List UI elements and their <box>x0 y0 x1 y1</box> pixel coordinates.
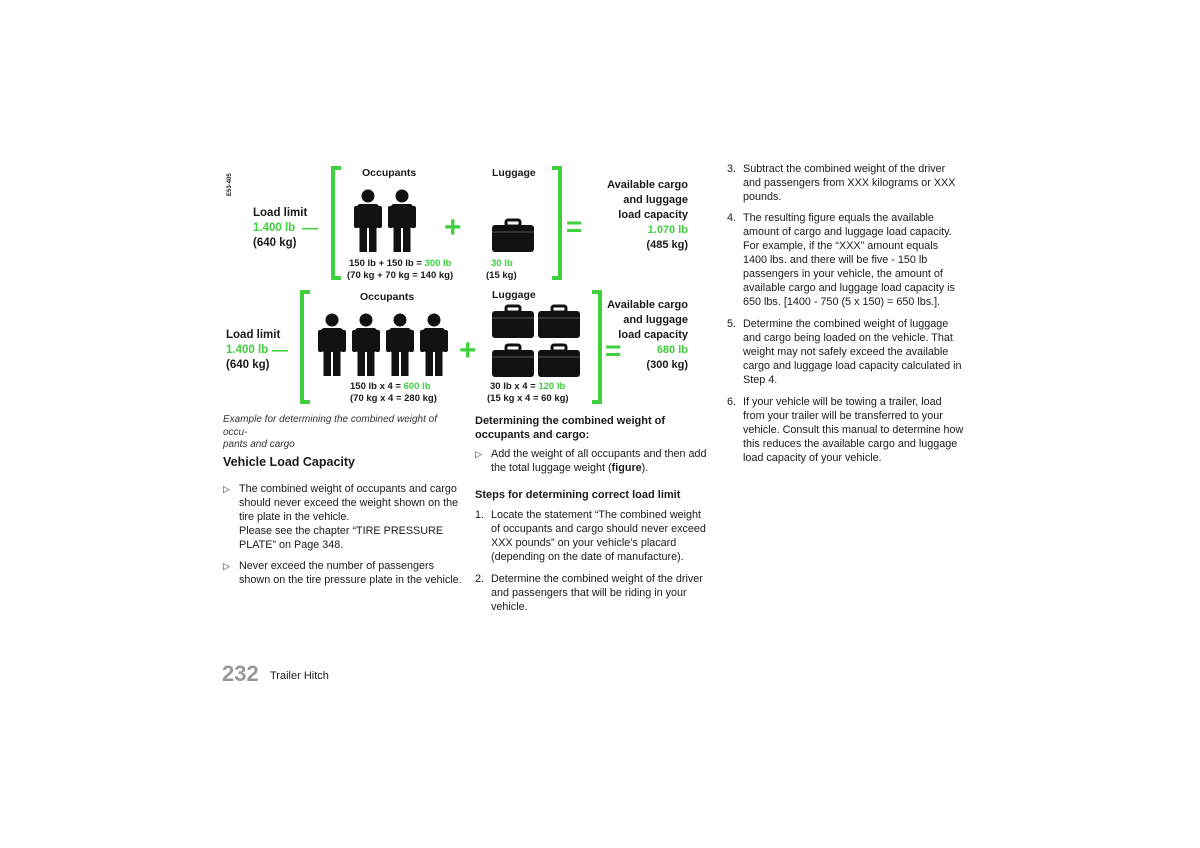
list-item <box>727 211 964 309</box>
bottom-load-limit-value: 1.400 lb <box>226 344 269 356</box>
top-lug-calc: 30 lb <box>491 258 513 269</box>
top-plus: + <box>444 211 462 244</box>
bottom-minus: — <box>272 342 288 359</box>
top-occupants-label: Occupants <box>362 167 417 179</box>
top-bracket-right <box>552 168 560 278</box>
bottom-occ-calc-kg: (70 kg x 4 = 280 kg) <box>350 393 437 404</box>
top-result-value: 1.070 lb <box>647 224 688 236</box>
person-icon <box>354 190 382 253</box>
bottom-lug-calc-kg: (15 kg x 4 = 60 kg) <box>487 393 569 404</box>
left-bullet-1-reference: Please see the chapter “TIRE PRESSURE PLATE” on Page 348. <box>239 525 444 551</box>
svg-text:30 lb x 4 = 120 lb <box>490 381 565 392</box>
bottom-occupants-label: Occupants <box>360 291 415 303</box>
list-item <box>223 482 463 552</box>
svg-text:150 lb + 150 lb = 300 lb <box>349 258 452 269</box>
step-number: 2. <box>475 573 485 585</box>
figure-code: E53-405 <box>227 173 233 196</box>
svg-text:150 lb x 4 = 600 lb <box>350 381 431 392</box>
top-minus: — <box>302 220 318 237</box>
step-number: 5. <box>727 318 737 330</box>
load-capacity-figure <box>222 160 692 410</box>
triangle-bullet-icon: ▷ <box>223 484 230 494</box>
left-bullet-2-text: Never exceed the number of passengers shown on the tire pressure plate in the vehicle. <box>239 560 462 586</box>
step-number: 6. <box>727 396 737 408</box>
top-equals: = <box>566 211 583 242</box>
top-bracket-left <box>333 168 341 278</box>
person-icon <box>318 314 346 377</box>
list-item <box>475 508 712 564</box>
bottom-result-l3: load capacity <box>618 329 688 341</box>
top-occ-calc-b: 300 lb <box>424 258 452 269</box>
combined-weight-heading: Determining the combined weight of occupants and cargo: <box>475 415 666 441</box>
person-icon <box>352 314 380 377</box>
top-occ-calc-a: 150 lb + 150 lb = <box>349 258 425 269</box>
step-2-text: Determine the combined weight of the driver and passengers that will be riding in your vehicle. <box>491 573 703 613</box>
top-lug-calc-kg: (15 kg) <box>486 270 517 281</box>
figure-reference: figure <box>611 462 642 474</box>
person-icon <box>386 314 414 377</box>
step-number: 4. <box>727 212 737 224</box>
steps-heading: Steps for determining correct load limit <box>475 489 681 501</box>
bottom-bracket-left <box>302 292 310 402</box>
top-occ-calc-kg: (70 kg + 70 kg = 140 kg) <box>347 270 454 281</box>
bottom-bracket-right <box>592 292 600 402</box>
list-item <box>475 447 710 475</box>
triangle-bullet-icon: ▷ <box>475 449 482 459</box>
suitcase-icon <box>492 306 534 338</box>
person-icon <box>420 314 448 377</box>
mid-bullet-text-end: ). <box>641 462 649 474</box>
bottom-result-l2: and luggage <box>623 314 688 326</box>
bottom-result-l1: Available cargo <box>607 299 688 311</box>
bottom-lug-calc-a: 30 lb x 4 = <box>490 381 539 392</box>
bottom-result-value: 680 lb <box>656 344 688 356</box>
vehicle-load-capacity-heading: Vehicle Load Capacity <box>223 455 355 469</box>
bottom-equals: = <box>605 335 622 366</box>
suitcase-icon <box>492 345 534 377</box>
figure-caption <box>223 414 463 452</box>
suitcase-icon <box>492 220 534 252</box>
person-icon <box>388 190 416 253</box>
bottom-load-limit-label: Load limit <box>226 329 281 341</box>
top-load-limit-label: Load limit <box>253 207 308 219</box>
bottom-result-kg: (300 kg) <box>646 359 688 371</box>
bottom-luggage-label: Luggage <box>492 289 536 301</box>
list-item <box>727 317 964 387</box>
page-number: 232 <box>222 661 259 686</box>
top-luggage-label: Luggage <box>492 167 536 179</box>
step-1-text: Locate the statement “The combined weight of occupants and cargo should never exceed XXX pounds” on your vehicle’s placard (depending on the date of manufacture). <box>491 509 706 563</box>
mid-bullet-text: Add the weight of all occupants and then add the total luggage weight ( <box>491 448 707 474</box>
step-number: 3. <box>727 163 737 175</box>
step-4-text: The resulting figure equals the available amount of cargo and luggage load capacity. For example, if the “XXX” amount equals 1400 lbs. and there will be five - 150 lb passengers in your vehicle, the amount of available cargo and luggage load capacity is 650 lbs. [1400 - 750 (5 x 150) = 650 lbs.]. <box>743 212 955 308</box>
step-6-text: If your vehicle will be towing a trailer, load from your trailer will be transferred to your vehicle. Consult this manual to determine how this reduces the available cargo and luggage load capacity of your vehicle. <box>743 396 964 464</box>
step-5-text: Determine the combined weight of luggage and cargo being loaded on the vehicle. That weight may not safely exceed the available cargo and luggage load capacity calculated in Step 4. <box>743 318 962 386</box>
list-item <box>223 559 463 587</box>
list-item <box>475 572 712 614</box>
suitcase-icon <box>538 345 580 377</box>
top-result-kg: (485 kg) <box>646 239 688 251</box>
suitcase-icon <box>538 306 580 338</box>
triangle-bullet-icon: ▷ <box>223 561 230 571</box>
step-number: 1. <box>475 509 485 521</box>
top-load-limit-value: 1.400 lb <box>253 222 296 234</box>
section-title: Trailer Hitch <box>270 670 329 682</box>
step-3-text: Subtract the combined weight of the driver and passengers from XXX kilograms or XXX pounds. <box>743 163 956 203</box>
caption-line-2: pants and cargo <box>223 439 295 450</box>
left-bullet-1-text: The combined weight of occupants and cargo should never exceed the weight shown on the tire plate in the vehicle. <box>239 483 459 523</box>
list-item <box>727 395 964 465</box>
bottom-occ-calc-a: 150 lb x 4 = <box>350 381 404 392</box>
caption-line-1: Example for determining the combined weight of occu- <box>223 414 438 438</box>
bottom-lug-calc-b: 120 lb <box>538 381 566 392</box>
bottom-load-limit-kg: (640 kg) <box>226 359 270 371</box>
top-result-l2: and luggage <box>623 194 688 206</box>
bottom-occ-calc-b: 600 lb <box>403 381 431 392</box>
top-result-l3: load capacity <box>618 209 688 221</box>
list-item <box>727 162 964 204</box>
bottom-plus: + <box>459 334 477 367</box>
top-load-limit-kg: (640 kg) <box>253 237 297 249</box>
top-result-l1: Available cargo <box>607 179 688 191</box>
